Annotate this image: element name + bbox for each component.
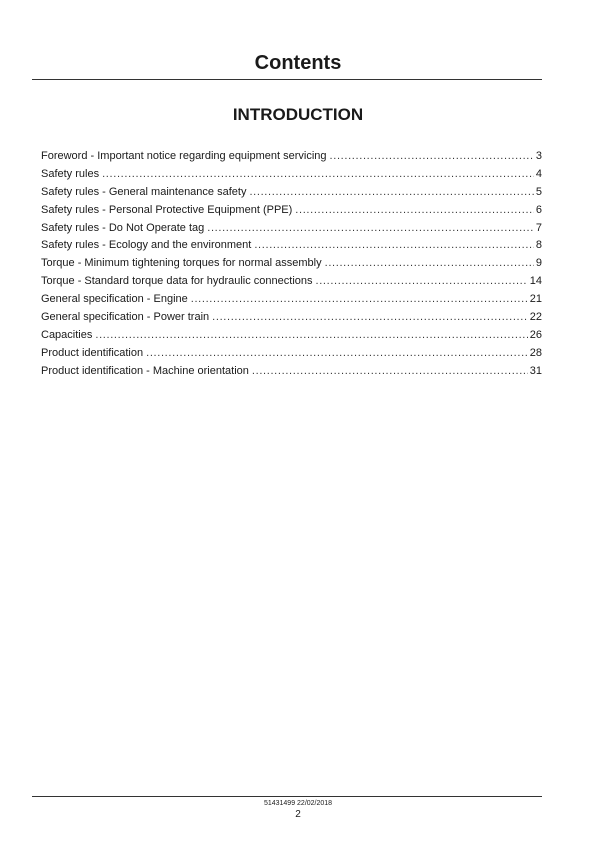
toc-entry[interactable] [41,220,542,238]
footer-divider [32,796,542,797]
dot-leader [249,184,533,202]
dot-leader [207,220,534,238]
toc-entry-title: Product identification - Machine orientation [41,364,249,377]
toc-entry-title: Safety rules - Personal Protective Equipment (PPE) [41,203,293,216]
dot-leader [146,345,528,363]
dot-leader [316,273,528,291]
dot-leader [212,309,528,327]
toc-entry-title: Torque - Standard torque data for hydraulic connections [41,275,313,288]
toc-entry-page: 9 [535,257,542,270]
dot-leader [254,237,534,255]
page-title: Contents [254,52,342,74]
page-number: 2 [295,809,301,820]
toc-entry[interactable] [41,273,542,291]
toc-entry-title: Foreword - Important notice regarding equipment servicing [41,150,327,162]
toc-entry-page: 6 [535,203,542,216]
table-of-contents [41,148,542,381]
toc-entry-title: Safety rules - General maintenance safety [41,185,247,198]
document-reference: 51431499 22/02/2018 [263,800,333,807]
toc-entry[interactable] [41,184,542,202]
header-divider [32,79,542,80]
section-title: INTRODUCTION [232,105,364,124]
toc-entry-title: Safety rules - Ecology and the environment [41,239,252,252]
toc-entry-page: 5 [535,185,542,198]
toc-entry-title: Safety rules [41,167,100,180]
toc-entry-page: 3 [535,150,542,162]
toc-entry[interactable] [41,291,542,309]
toc-entry[interactable] [41,363,542,381]
toc-entry-page: 21 [529,293,542,306]
dot-leader [252,363,528,381]
toc-entry-title: Capacities [41,328,93,341]
toc-entry[interactable] [41,166,542,184]
toc-entry[interactable] [41,237,542,255]
toc-entry-page: 28 [529,346,542,359]
toc-entry-page: 4 [535,167,542,180]
toc-entry-title: Torque - Minimum tightening torques for normal assembly [41,257,322,270]
dot-leader [330,148,534,166]
toc-entry-page: 31 [529,364,542,377]
dot-leader [95,327,527,345]
toc-entry-title: Product identification [41,346,144,359]
toc-entry-title: General specification - Engine [41,293,188,306]
toc-entry-title: General specification - Power train [41,311,210,324]
toc-entry[interactable] [41,309,542,327]
toc-entry-page: 7 [535,221,542,234]
toc-entry-page: 22 [529,311,542,324]
toc-entry-page: 8 [535,239,542,252]
dot-leader [325,255,534,273]
toc-entry-title: Safety rules - Do Not Operate tag [41,221,205,234]
dot-leader [102,166,534,184]
toc-entry-page: 14 [529,275,542,288]
toc-entry[interactable] [41,255,542,273]
toc-entry[interactable] [41,327,542,345]
toc-entry[interactable] [41,345,542,363]
dot-leader [295,202,534,220]
dot-leader [191,291,528,309]
toc-entry[interactable] [41,148,542,166]
toc-entry[interactable] [41,202,542,220]
toc-entry-page: 26 [529,328,542,341]
